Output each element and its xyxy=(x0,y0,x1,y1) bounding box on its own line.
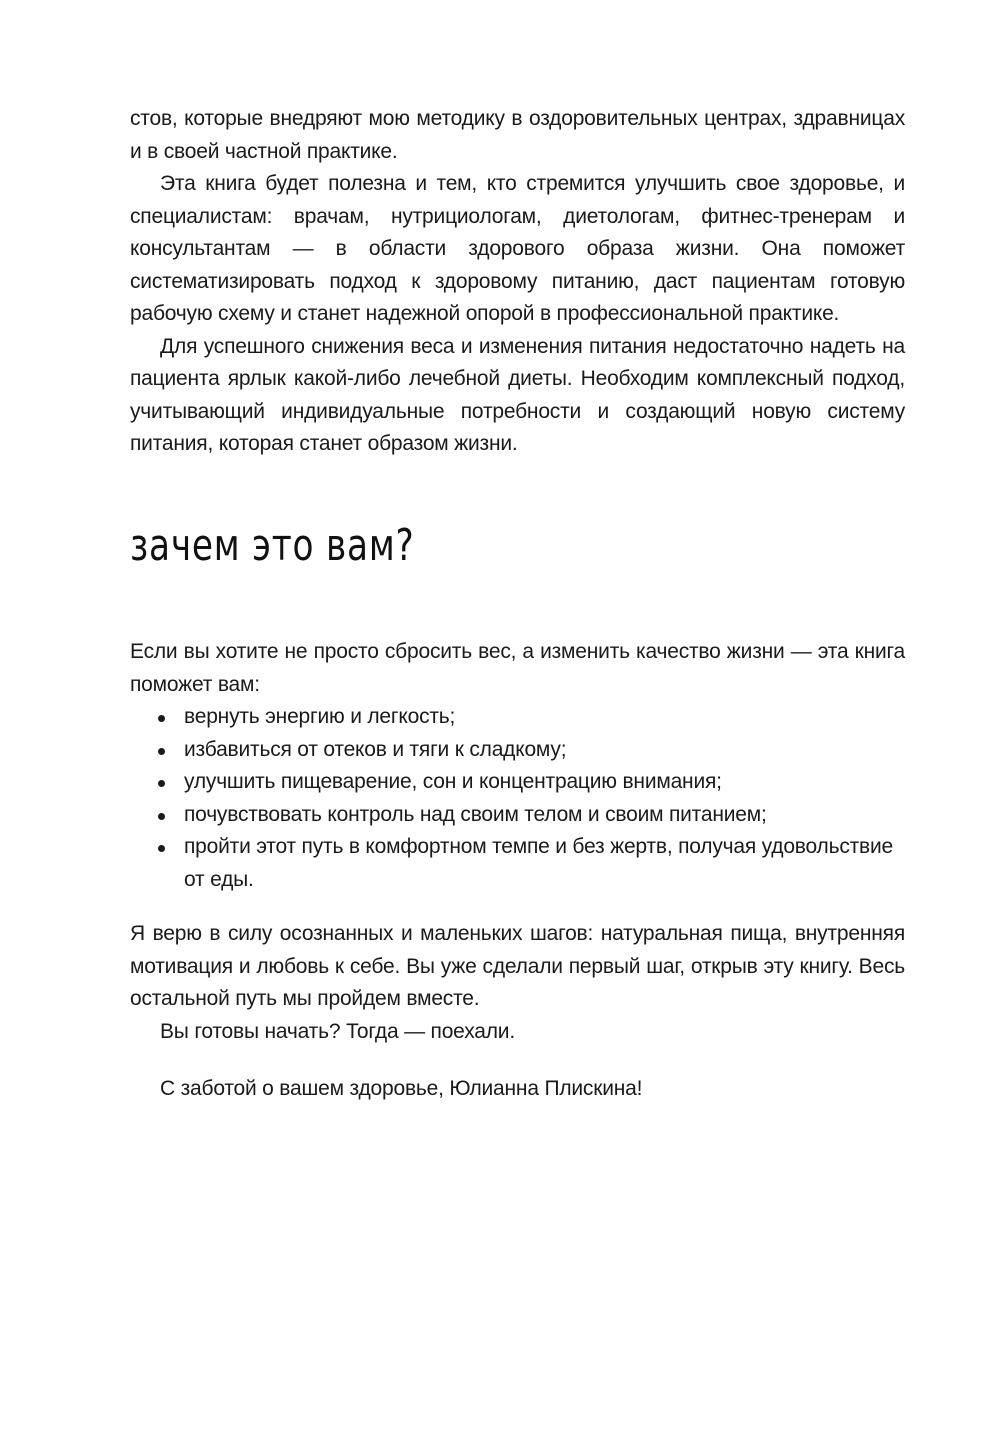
section-content xyxy=(130,636,905,1106)
list-item xyxy=(130,831,905,896)
list-item xyxy=(130,734,905,767)
intro-paragraph-1: стов, которые внедряют мою методику в оздоровительных центрах, здравницах и в своей частной практике. xyxy=(130,107,905,163)
bullet-icon xyxy=(158,780,165,787)
bullet-icon xyxy=(158,748,165,755)
benefits-list xyxy=(130,701,905,896)
list-item xyxy=(130,799,905,832)
intro-paragraph-3: Для успешного снижения веса и изменения питания недостаточно надеть на пациента ярлык какой-либо лечебной диеты. Необходим комплексный подход, учитывающий индивидуальные потребности и создающий новую систему питания, которая станет образом жизни. xyxy=(130,334,905,455)
list-item-text: пройти этот путь в комфортном темпе и без жертв, получая удовольствие от еды. xyxy=(184,835,894,891)
bullet-icon xyxy=(158,845,165,852)
intro-paragraph-2: Эта книга будет полезна и тем, кто стремится улучшить свое здоровье, и специалистам: врачам, нутрициологам, диетологам, фитнес-тренерам и консультантам — в области здорового образа жизни. Она поможет систематизировать подход к здоровому питанию, даст пациентам готовую рабочую схему и станет надежной опорой в профессиональной практике. xyxy=(130,172,905,325)
ready-paragraph: Вы готовы начать? Тогда — поехали. xyxy=(160,1019,515,1043)
list-item-text: улучшить пищеварение, сон и концентрацию внимания; xyxy=(184,770,722,793)
list-item xyxy=(130,701,905,734)
list-item xyxy=(130,766,905,799)
list-item-text: почувствовать контроль над своим телом и своим питанием; xyxy=(184,802,767,826)
section-heading: зачем это вам? xyxy=(130,520,415,571)
bullet-icon xyxy=(158,813,165,820)
list-item-text: избавиться от отеков и тяги к сладкому; xyxy=(184,737,567,761)
section-lead: Если вы хотите не просто сбросить вес, а изменить качество жизни — эта книга поможет вам: xyxy=(130,640,905,696)
page-body xyxy=(130,103,905,1100)
bullet-icon xyxy=(158,715,165,722)
list-item-text: вернуть энергию и легкость; xyxy=(184,705,456,728)
belief-paragraph: Я верю в силу осознанных и маленьких шагов: натуральная пища, внутренняя мотивация и любовь к себе. Вы уже сделали первый шаг, открыв эту книгу. Весь остальной путь мы пройдем вместе. xyxy=(130,922,905,1010)
signature: С заботой о вашем здоровье, Юлианна Плискина! xyxy=(160,1077,643,1100)
